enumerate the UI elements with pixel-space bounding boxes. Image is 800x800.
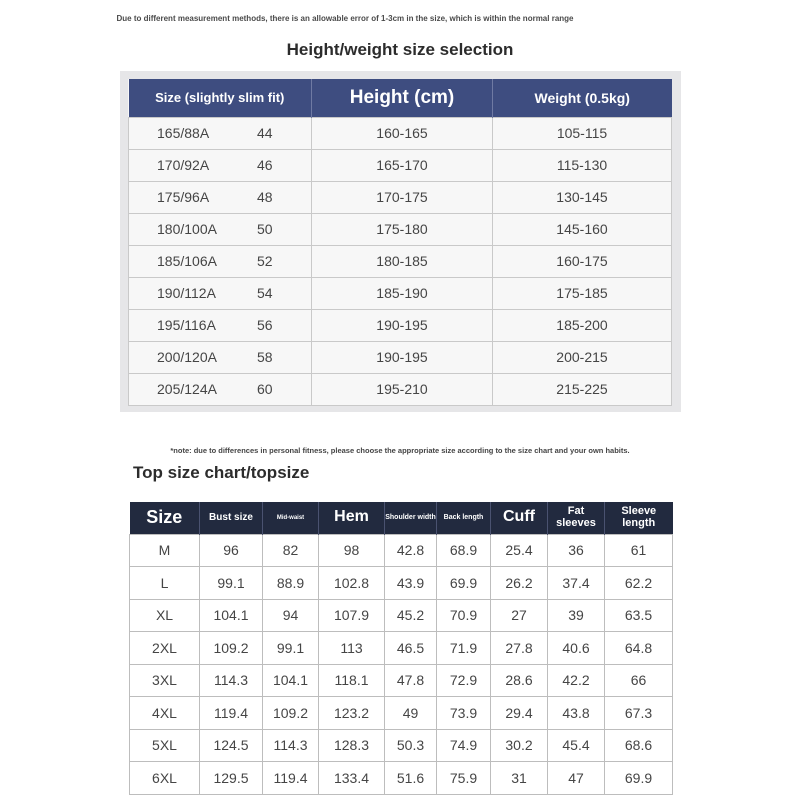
mid-waist-cell: 109.2	[263, 697, 319, 730]
table-row	[130, 697, 673, 730]
bust-cell: 129.5	[200, 762, 263, 795]
table-row	[129, 309, 672, 341]
mid-waist-cell: 94	[263, 599, 319, 632]
table-row	[129, 373, 672, 405]
size-cell: M	[130, 534, 200, 567]
header-fat-sleeves: Fat sleeves	[548, 502, 605, 534]
table-header-row	[129, 79, 672, 117]
shoulder-cell: 42.8	[385, 534, 437, 567]
height-cell: 180-185	[312, 245, 493, 277]
header-hem: Hem	[319, 502, 385, 534]
hem-cell: 128.3	[319, 729, 385, 762]
height-weight-title: Height/weight size selection	[286, 40, 514, 59]
table-row	[130, 567, 673, 600]
table-row	[129, 213, 672, 245]
weight-cell: 215-225	[493, 373, 672, 405]
hem-cell: 118.1	[319, 664, 385, 697]
size-code: 175/96A	[157, 189, 210, 205]
hem-cell: 133.4	[319, 762, 385, 795]
back-length-cell: 73.9	[437, 697, 491, 730]
shoulder-cell: 50.3	[385, 729, 437, 762]
sleeve-length-cell: 66	[605, 664, 673, 697]
size-cell: 6XL	[130, 762, 200, 795]
size-code: 195/116A	[157, 317, 216, 333]
bust-cell: 109.2	[200, 632, 263, 665]
size-number: 52	[257, 253, 273, 269]
height-cell: 185-190	[312, 277, 493, 309]
mid-waist-cell: 99.1	[263, 632, 319, 665]
mid-waist-cell: 104.1	[263, 664, 319, 697]
sleeve-length-cell: 61	[605, 534, 673, 567]
header-back-length: Back length	[437, 502, 491, 534]
height-cell: 160-165	[312, 117, 493, 149]
fat-sleeves-cell: 45.4	[548, 729, 605, 762]
shoulder-cell: 45.2	[385, 599, 437, 632]
table-row	[129, 341, 672, 373]
back-length-cell: 68.9	[437, 534, 491, 567]
header-shoulder: Shoulder width	[385, 502, 437, 534]
height-weight-table-frame	[120, 71, 681, 412]
size-cell	[129, 341, 312, 373]
back-length-cell: 71.9	[437, 632, 491, 665]
cuff-cell: 25.4	[491, 534, 548, 567]
mid-waist-cell: 114.3	[263, 729, 319, 762]
back-length-cell: 72.9	[437, 664, 491, 697]
size-number: 48	[257, 189, 273, 205]
size-code: 170/92A	[157, 157, 210, 173]
shoulder-cell: 49	[385, 697, 437, 730]
shoulder-cell: 51.6	[385, 762, 437, 795]
size-code: 180/100A	[157, 221, 217, 237]
fat-sleeves-cell: 42.2	[548, 664, 605, 697]
mid-waist-cell: 88.9	[263, 567, 319, 600]
size-cell: 5XL	[130, 729, 200, 762]
weight-cell: 175-185	[493, 277, 672, 309]
size-code: 205/124A	[157, 381, 217, 397]
fat-sleeves-cell: 39	[548, 599, 605, 632]
cuff-cell: 31	[491, 762, 548, 795]
header-cuff: Cuff	[491, 502, 548, 534]
table-row	[129, 181, 672, 213]
height-cell: 170-175	[312, 181, 493, 213]
header-bust: Bust size	[200, 502, 263, 534]
bust-cell: 119.4	[200, 697, 263, 730]
mid-waist-cell: 119.4	[263, 762, 319, 795]
size-cell: XL	[130, 599, 200, 632]
table-row	[130, 632, 673, 665]
size-cell	[129, 181, 312, 213]
bust-cell: 124.5	[200, 729, 263, 762]
size-code: 185/106A	[157, 253, 217, 269]
size-cell	[129, 149, 312, 181]
size-number: 50	[257, 221, 273, 237]
bust-cell: 99.1	[200, 567, 263, 600]
size-cell	[129, 373, 312, 405]
cuff-cell: 28.6	[491, 664, 548, 697]
size-cell	[129, 213, 312, 245]
measurement-note: Due to different measurement methods, there is an allowable error of 1-3cm in the size, which is within the normal range	[116, 14, 574, 23]
cuff-cell: 29.4	[491, 697, 548, 730]
back-length-cell: 69.9	[437, 567, 491, 600]
size-cell	[129, 117, 312, 149]
header-size: Size (slightly slim fit)	[129, 79, 312, 117]
hem-cell: 113	[319, 632, 385, 665]
weight-cell: 105-115	[493, 117, 672, 149]
size-cell: L	[130, 567, 200, 600]
sleeve-length-cell: 67.3	[605, 697, 673, 730]
header-size: Size	[130, 502, 200, 534]
table-row	[130, 664, 673, 697]
header-weight: Weight (0.5kg)	[493, 79, 672, 117]
header-mid-waist: Mid-waist	[263, 502, 319, 534]
size-number: 60	[257, 381, 273, 397]
back-length-cell: 70.9	[437, 599, 491, 632]
size-number: 44	[257, 125, 273, 141]
height-cell: 195-210	[312, 373, 493, 405]
height-cell: 190-195	[312, 341, 493, 373]
cuff-cell: 26.2	[491, 567, 548, 600]
table-row	[130, 599, 673, 632]
sleeve-length-cell: 69.9	[605, 762, 673, 795]
weight-cell: 160-175	[493, 245, 672, 277]
size-number: 54	[257, 285, 273, 301]
shoulder-cell: 47.8	[385, 664, 437, 697]
height-cell: 175-180	[312, 213, 493, 245]
table-row	[130, 729, 673, 762]
table-row	[130, 762, 673, 795]
cuff-cell: 27	[491, 599, 548, 632]
weight-cell: 130-145	[493, 181, 672, 213]
size-code: 165/88A	[157, 125, 210, 141]
size-number: 58	[257, 349, 273, 365]
size-cell: 2XL	[130, 632, 200, 665]
table-row	[129, 277, 672, 309]
size-cell: 3XL	[130, 664, 200, 697]
fat-sleeves-cell: 40.6	[548, 632, 605, 665]
size-code: 190/112A	[157, 285, 216, 301]
shoulder-cell: 43.9	[385, 567, 437, 600]
size-cell	[129, 277, 312, 309]
sleeve-length-cell: 62.2	[605, 567, 673, 600]
sleeve-length-cell: 64.8	[605, 632, 673, 665]
mid-waist-cell: 82	[263, 534, 319, 567]
weight-cell: 115-130	[493, 149, 672, 181]
header-height: Height (cm)	[312, 79, 493, 117]
back-length-cell: 74.9	[437, 729, 491, 762]
table-row	[129, 117, 672, 149]
size-cell	[129, 309, 312, 341]
sleeve-length-cell: 63.5	[605, 599, 673, 632]
fat-sleeves-cell: 37.4	[548, 567, 605, 600]
table-row	[130, 534, 673, 567]
size-number: 56	[257, 317, 273, 333]
size-number: 46	[257, 157, 273, 173]
height-weight-table	[128, 79, 672, 406]
size-cell	[129, 245, 312, 277]
header-sleeve-length: Sleeve length	[605, 502, 673, 534]
weight-cell: 145-160	[493, 213, 672, 245]
size-code: 200/120A	[157, 349, 217, 365]
bust-cell: 96	[200, 534, 263, 567]
table-header-row	[130, 502, 673, 534]
fat-sleeves-cell: 47	[548, 762, 605, 795]
sleeve-length-cell: 68.6	[605, 729, 673, 762]
hem-cell: 123.2	[319, 697, 385, 730]
height-cell: 165-170	[312, 149, 493, 181]
top-size-table	[129, 502, 673, 795]
fitness-note: *note: due to differences in personal fitness, please choose the appropriate size according to the size chart and your own habits.	[170, 446, 630, 455]
table-row	[129, 245, 672, 277]
cuff-cell: 27.8	[491, 632, 548, 665]
shoulder-cell: 46.5	[385, 632, 437, 665]
fat-sleeves-cell: 43.8	[548, 697, 605, 730]
bust-cell: 104.1	[200, 599, 263, 632]
table-row	[129, 149, 672, 181]
top-size-title: Top size chart/topsize	[133, 463, 310, 482]
size-cell: 4XL	[130, 697, 200, 730]
hem-cell: 102.8	[319, 567, 385, 600]
bust-cell: 114.3	[200, 664, 263, 697]
height-cell: 190-195	[312, 309, 493, 341]
cuff-cell: 30.2	[491, 729, 548, 762]
hem-cell: 107.9	[319, 599, 385, 632]
fat-sleeves-cell: 36	[548, 534, 605, 567]
hem-cell: 98	[319, 534, 385, 567]
back-length-cell: 75.9	[437, 762, 491, 795]
weight-cell: 200-215	[493, 341, 672, 373]
weight-cell: 185-200	[493, 309, 672, 341]
